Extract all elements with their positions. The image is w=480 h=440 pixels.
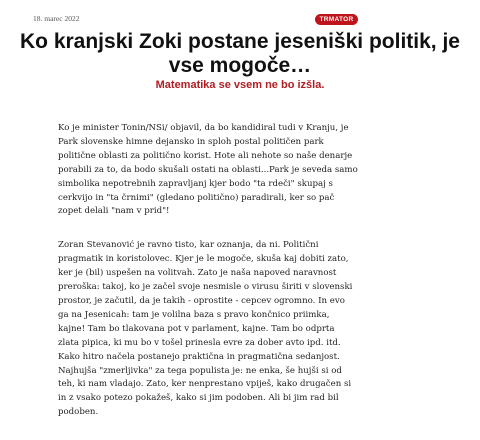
category-badge[interactable]: TRMATOR: [315, 14, 358, 25]
article-subtitle: Matematika se vsem ne bo izšla.: [155, 79, 325, 91]
article-paragraph: Zoran Stevanović je ravno tisto, kar oznanja, da ni. Politični pragmatik in koristolovec. Kjer je le mogoče, skuša kaj dobiti zato, ker je (bil) uspešen na volitvah. Zato je naša napoved naravnost preroška: takoj, ko je začel svoje nesmisle o virusu širiti v slovenski prostor, je začutil, da je takih - oprostite - cepcev ogromno. In evo ga na Jesenicah: tam je volilna baza s pravo končnico priimka, kajne! Tam bo tlakovana pot v parlament, kajne. Tam bo odprta zlata pipica, ki mu bo v tošel prinesla evre za dober avto ipd. itd. Kako hitro načela postanejo praktična in pragmatična sedanjost. Najhujša "zmerljivka" za tega populista je: ne enka, še hujši si od teh, ki nam vladajo. Zato, ker nenprestano vpiješ, kako drugačen si in z vsako potezo pokažeš, kako si jim podoben. Ali bi jim rad bil podoben.: [58, 240, 353, 418]
article-paragraph: Ko je minister Tonin/NSi/ objavil, da bo kandidiral tudi v Kranju, je Park slovenske himne dejansko in sploh postal političen park politične oblasti za politično korist. Hote ali nehote so naše denarje porabili za to, da bodo skušali ostati na oblasti...Park je seveda samo simbolika nepotrebnih zapravljanj kjer bodo "ta rdeči" skupaj s cerkvijo in "ta črnimi" (gledano politično) paradirali, ker so pač zopet delali "nam v prid"!: [58, 123, 358, 217]
article-title: Ko kranjski Zoki postane jeseniški politik, je vse mogoče…: [20, 30, 460, 77]
article-body: [58, 122, 358, 440]
article-date: 18. marec 2022: [33, 14, 80, 23]
